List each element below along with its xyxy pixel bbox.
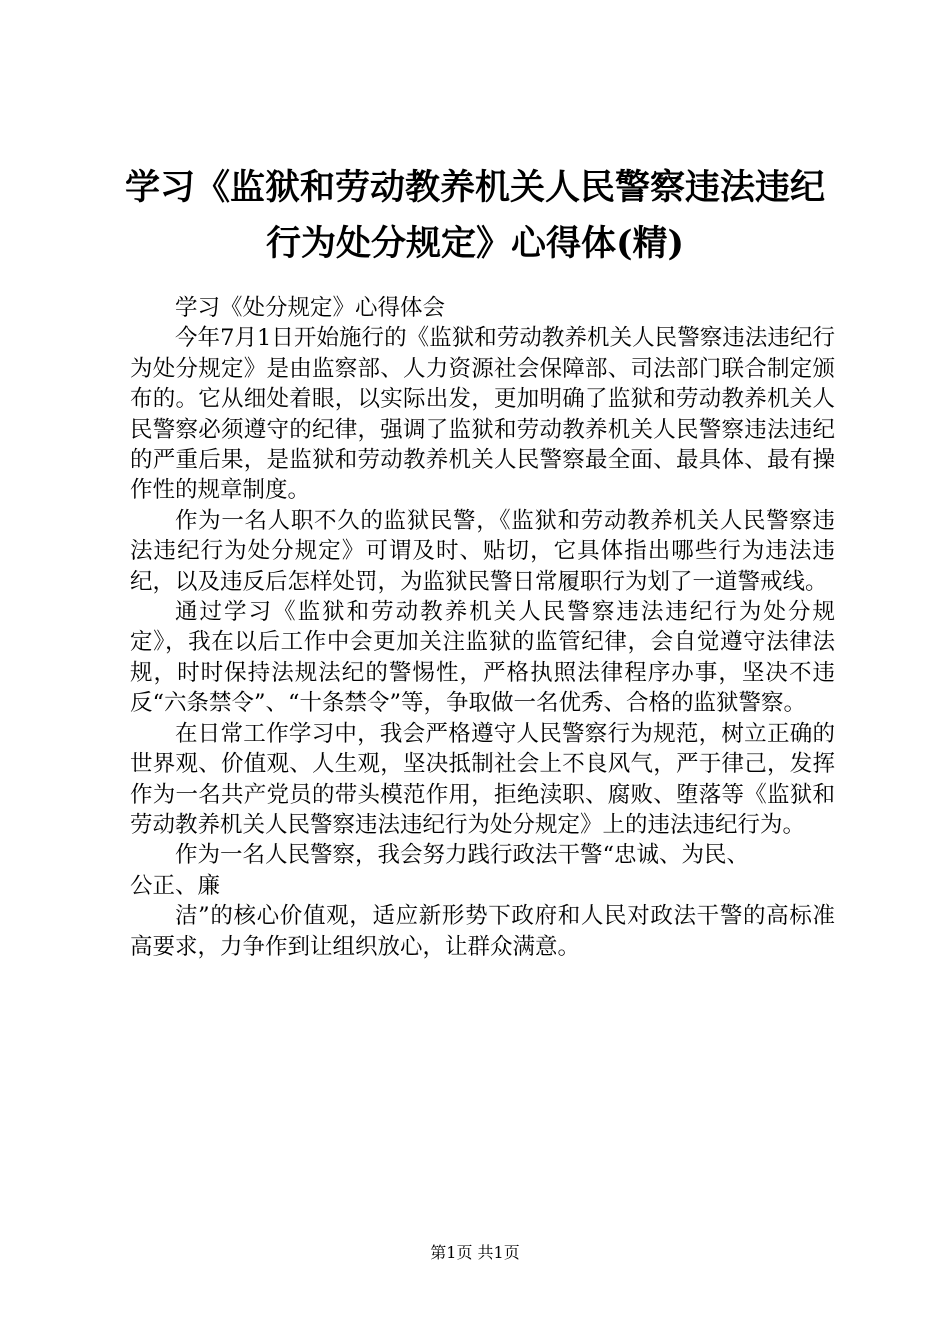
body-paragraph-7: 洁”的核心价值观，适应新形势下政府和人民对政法干警的高标准高要求，力争作到让组织放心，让群众满意。 — [130, 903, 835, 960]
body-paragraph-6: 公正、廉 — [130, 872, 221, 899]
document-body — [130, 293, 835, 962]
body-paragraph-3: 通过学习《监狱和劳动教养机关人民警察违法违纪行为处分规定》，我在以后工作中会更加关注监狱的监管纪律，会自觉遵守法律法规，时时保持法规法纪的警惕性，严格执照法律程序办事，坚决不违反“六条禁令”、“十条禁令”等，争取做一名优秀、合格的监狱警察。 — [130, 599, 835, 717]
body-paragraph-2: 作为一名人职不久的监狱民警，《监狱和劳动教养机关人民警察违法违纪行为处分规定》可谓及时、贴切，它具体指出哪些行为违法违纪，以及违反后怎样处罚，为监狱民警日常履职行为划了一道警戒线。 — [130, 507, 835, 595]
page-footer: 第1页 共1页 — [430, 1243, 520, 1262]
subtitle-paragraph: 学习《处分规定》心得体会 — [175, 295, 446, 321]
document-title: 学习《监狱和劳动教养机关人民警察违法违纪行为处分规定》心得体(精) — [124, 167, 825, 264]
body-paragraph-5: 作为一名人民警察，我会努力践行政法干警“忠诚、为民、 — [175, 842, 750, 869]
body-paragraph-1: 今年7月1日开始施行的《监狱和劳动教养机关人民警察违法违纪行为处分规定》是由监察部、人力资源社会保障部、司法部门联合制定颁布的。它从细处着眼，以实际出发，更加明确了监狱和劳动教养机关人民警察必须遵守的纪律，强调了监狱和劳动教养机关人民警察违法违纪的严重后果，是监狱和劳动教养机关人民警察最全面、最具体、最有操作性的规章制度。 — [130, 325, 835, 504]
body-paragraph-4: 在日常工作学习中，我会严格遵守人民警察行为规范，树立正确的世界观、价值观、人生观，坚决抵制社会上不良风气，严于律己，发挥作为一名共产党员的带头模范作用，拒绝渎职、腐败、堕落等《监狱和劳动教养机关人民警察违法违纪行为处分规定》上的违法违纪行为。 — [130, 720, 835, 838]
